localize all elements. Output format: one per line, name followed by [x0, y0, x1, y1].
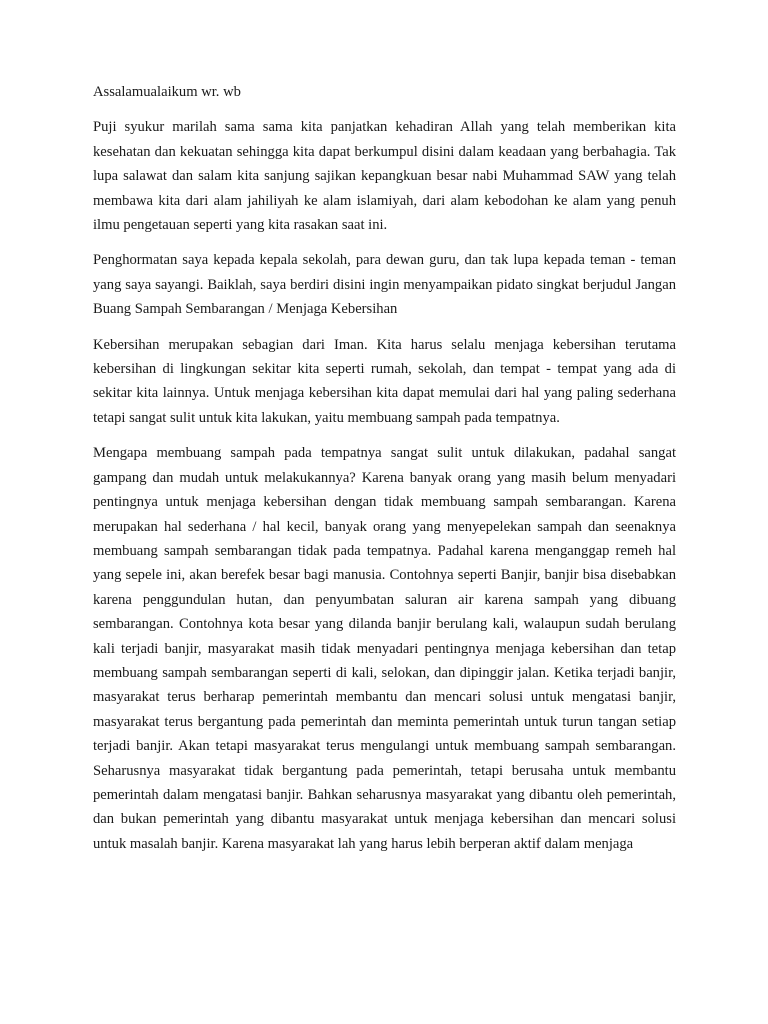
paragraph-opening-praise: Puji syukur marilah sama sama kita panjatkan kehadiran Allah yang telah memberikan kita kesehatan dan kekuatan sehingga kita dapat berkumpul disini dalam keadaan yang berbahagia. Tak lupa salawat dan salam kita sanjung sajikan kepangkuan besar nabi Muhammad SAW yang telah membawa kita dari alam jahiliyah ke alam islamiyah, dari alam kebodohan ke alam yang penuh ilmu pengetauan seperti yang kita rasakan saat ini.	[93, 119, 676, 234]
greeting: Assalamualaikum wr. wb	[93, 84, 241, 100]
paragraph-cleanliness: Kebersihan merupakan sebagian dari Iman. Kita harus selalu menjaga kebersihan terutama kebersihan di lingkungan sekitar kita seperti rumah, sekolah, dan tempat - tempat yang ada di sekitar kita lainnya. Untuk menjaga kebersihan kita dapat memulai dari hal yang paling sederhana tetapi sangat sulit untuk kita lakukan, yaitu membuang sampah pada tempatnya.	[93, 336, 676, 426]
paragraph-respects: Penghormatan saya kepada kepala sekolah, para dewan guru, dan tak lupa kepada teman - teman yang saya sayangi. Baiklah, saya berdiri disini ingin menyampaikan pidato singkat berjudul Jangan Buang Sampah Sembarangan / Menjaga Kebersihan	[93, 252, 676, 318]
paragraph-littering: Mengapa membuang sampah pada tempatnya sangat sulit untuk dilakukan, padahal sangat gampang dan mudah untuk melakukannya? Karena banyak orang yang masih belum menyadari pentingnya untuk menjaga kebersihan dengan tidak membuang sampah sembarangan. Karena merupakan hal sederhana / hal kecil, banyak orang yang menyepelekan sampah dan seenaknya membuang sampah sembarangan tidak pada tempatnya. Padahal karena menganggap remeh hal yang sepele ini, akan berefek besar bagi manusia. Contohnya seperti Banjir, banjir bisa disebabkan karena penggundulan hutan, dan penyumbatan saluran air karena sampah yang dibuang sembarangan. Contohnya kota besar yang dilanda banjir berulang kali, walaupun sudah berulang kali terjadi banjir, masyarakat masih tidak menyadari pentingnya menjaga kebersihan dan tetap membuang sampah sembarangan seperti di kali, selokan, dan dipinggir jalan. Ketika terjadi banjir, masyarakat terus berharap pemerintah membantu dan mencari solusi untuk mengatasi banjir, masyarakat terus bergantung pada pemerintah dan meminta pemerintah untuk turun tangan setiap terjadi banjir. Akan tetapi masyarakat terus mengulangi untuk membuang sampah sembarangan. Seharusnya masyarakat tidak bergantung pada pemerintah, tetapi berusaha untuk membantu pemerintah dalam mengatasi banjir. Bahkan seharusnya masyarakat yang dibantu oleh pemerintah, dan bukan pemerintah yang dibantu masyarakat untuk menjaga kebersihan dan mencari solusi untuk masalah banjir. Karena masyarakat lah yang harus lebih berperan aktif dalam menjaga	[93, 445, 676, 852]
document-body	[93, 80, 676, 867]
